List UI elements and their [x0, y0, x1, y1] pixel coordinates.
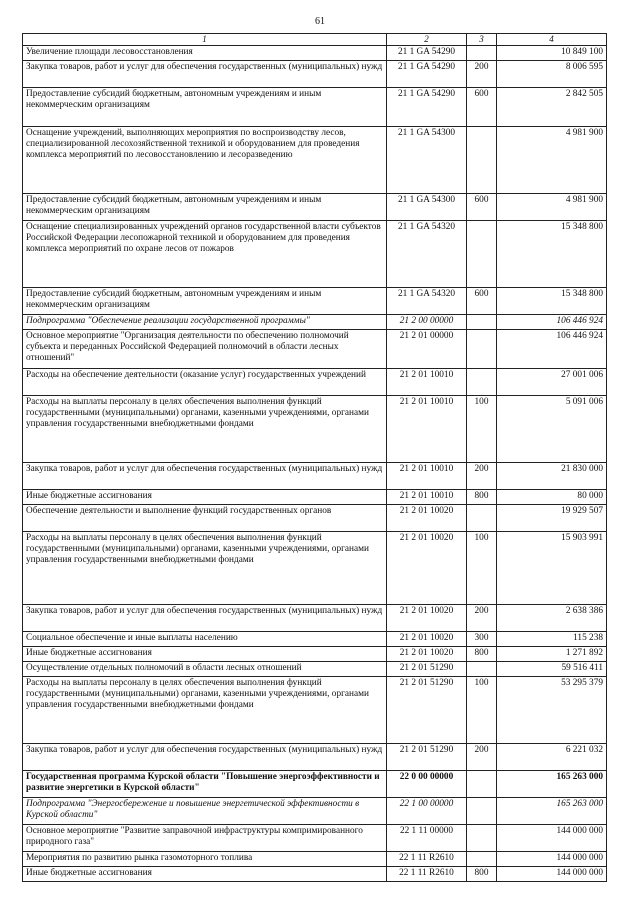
row-name: Иные бюджетные ассигнования [23, 646, 387, 661]
row-amount: 1 271 892 [497, 646, 607, 661]
row-name: Оснащение специализированных учреждений органов государственной власти субъектов Российской Федерации лесопожарной техникой и оборудованием для проведения комплекса мероприятий по охране лесов от пожаров [23, 220, 387, 287]
table-row [23, 770, 607, 797]
table-row [23, 60, 607, 87]
row-vr: 300 [467, 631, 497, 646]
row-amount: 4 981 900 [497, 126, 607, 193]
table-row [23, 287, 607, 314]
row-amount: 6 221 032 [497, 743, 607, 770]
row-vr [467, 504, 497, 531]
row-vr: 600 [467, 87, 497, 126]
row-vr [467, 797, 497, 824]
row-amount: 10 849 100 [497, 45, 607, 60]
table-row [23, 866, 607, 881]
row-code: 22 1 00 00000 [387, 797, 467, 824]
row-name: Мероприятия по развитию рынка газомоторного топлива [23, 851, 387, 866]
row-amount: 80 000 [497, 489, 607, 504]
row-code: 21 1 GA 54320 [387, 287, 467, 314]
table-row [23, 45, 607, 60]
row-name: Предоставление субсидий бюджетным, автономным учреждениям и иным некоммерческим организациям [23, 87, 387, 126]
row-code: 21 2 01 10020 [387, 631, 467, 646]
row-amount: 144 000 000 [497, 866, 607, 881]
row-amount: 15 348 800 [497, 220, 607, 287]
row-amount: 144 000 000 [497, 824, 607, 851]
row-name: Расходы на обеспечение деятельности (оказание услуг) государственных учреждений [23, 368, 387, 395]
row-name: Увеличение площади лесовосстановления [23, 45, 387, 60]
row-amount: 165 263 000 [497, 797, 607, 824]
row-vr: 600 [467, 193, 497, 220]
budget-table [22, 33, 607, 882]
row-amount: 106 446 924 [497, 329, 607, 368]
row-vr [467, 824, 497, 851]
row-code: 22 1 11 00000 [387, 824, 467, 851]
row-code: 21 1 GA 54300 [387, 193, 467, 220]
row-code: 21 2 01 00000 [387, 329, 467, 368]
row-vr: 800 [467, 489, 497, 504]
table-row [23, 193, 607, 220]
table-row [23, 462, 607, 489]
table-row [23, 368, 607, 395]
table-header-row [23, 34, 607, 46]
table-row [23, 824, 607, 851]
row-name: Закупка товаров, работ и услуг для обеспечения государственных (муниципальных) нужд [23, 60, 387, 87]
row-name: Расходы на выплаты персоналу в целях обеспечения выполнения функций государственными (муниципальными) органами, казенными учреждениями, органами управления государственными внебюджетными фондами [23, 531, 387, 604]
row-code: 21 1 GA 54320 [387, 220, 467, 287]
row-amount: 15 348 800 [497, 287, 607, 314]
row-code: 22 0 00 00000 [387, 770, 467, 797]
row-vr [467, 220, 497, 287]
row-code: 21 2 01 10020 [387, 504, 467, 531]
row-vr: 200 [467, 743, 497, 770]
row-amount: 4 981 900 [497, 193, 607, 220]
header-cell-code: 2 [387, 34, 467, 46]
table-row [23, 604, 607, 631]
table-row [23, 489, 607, 504]
row-code: 21 2 00 00000 [387, 314, 467, 329]
row-vr [467, 851, 497, 866]
row-amount: 5 091 006 [497, 395, 607, 462]
row-amount: 19 929 507 [497, 504, 607, 531]
table-row [23, 87, 607, 126]
row-code: 21 1 GA 54290 [387, 45, 467, 60]
row-name: Закупка товаров, работ и услуг для обеспечения государственных (муниципальных) нужд [23, 462, 387, 489]
row-vr: 200 [467, 462, 497, 489]
row-name: Предоставление субсидий бюджетным, автономным учреждениям и иным некоммерческим организациям [23, 193, 387, 220]
table-row [23, 631, 607, 646]
row-vr: 100 [467, 676, 497, 743]
table-row [23, 646, 607, 661]
row-vr: 200 [467, 60, 497, 87]
header-cell-amount: 4 [497, 34, 607, 46]
row-name: Подпрограмма "Энергосбережение и повышение энергетической эффективности в Курской области" [23, 797, 387, 824]
table-row [23, 531, 607, 604]
table-row [23, 314, 607, 329]
row-name: Закупка товаров, работ и услуг для обеспечения государственных (муниципальных) нужд [23, 604, 387, 631]
row-amount: 27 001 006 [497, 368, 607, 395]
row-vr: 100 [467, 531, 497, 604]
table-row [23, 743, 607, 770]
row-code: 21 2 01 51290 [387, 661, 467, 676]
row-code: 21 1 GA 54300 [387, 126, 467, 193]
row-name: Предоставление субсидий бюджетным, автономным учреждениям и иным некоммерческим организациям [23, 287, 387, 314]
row-name: Государственная программа Курской области "Повышение энергоэффективности и развитие энергетики в Курской области" [23, 770, 387, 797]
row-name: Иные бюджетные ассигнования [23, 489, 387, 504]
row-amount: 106 446 924 [497, 314, 607, 329]
row-name: Основное мероприятие "Развитие заправочной инфраструктуры компримированного природного газа" [23, 824, 387, 851]
row-vr [467, 126, 497, 193]
row-code: 21 2 01 10010 [387, 462, 467, 489]
row-code: 21 2 01 10020 [387, 646, 467, 661]
header-cell-name: 1 [23, 34, 387, 46]
row-amount: 21 830 000 [497, 462, 607, 489]
row-vr [467, 770, 497, 797]
row-name: Социальное обеспечение и иные выплаты населению [23, 631, 387, 646]
row-amount: 165 263 000 [497, 770, 607, 797]
table-row [23, 851, 607, 866]
table-row [23, 661, 607, 676]
row-amount: 59 516 411 [497, 661, 607, 676]
row-amount: 2 638 386 [497, 604, 607, 631]
row-code: 22 1 11 R2610 [387, 866, 467, 881]
table-row [23, 329, 607, 368]
row-code: 21 1 GA 54290 [387, 87, 467, 126]
row-vr [467, 45, 497, 60]
row-amount: 144 000 000 [497, 851, 607, 866]
row-code: 21 1 GA 54290 [387, 60, 467, 87]
row-vr: 600 [467, 287, 497, 314]
table-row [23, 504, 607, 531]
row-vr: 800 [467, 866, 497, 881]
header-cell-vr: 3 [467, 34, 497, 46]
row-vr [467, 314, 497, 329]
page-number: 61 [315, 16, 325, 27]
row-name: Расходы на выплаты персоналу в целях обеспечения выполнения функций государственными (муниципальными) органами, казенными учреждениями, органами управления государственными внебюджетными фондами [23, 676, 387, 743]
row-vr: 200 [467, 604, 497, 631]
row-name: Закупка товаров, работ и услуг для обеспечения государственных (муниципальных) нужд [23, 743, 387, 770]
row-name: Осуществление отдельных полномочий в области лесных отношений [23, 661, 387, 676]
row-vr [467, 661, 497, 676]
row-code: 21 2 01 10010 [387, 395, 467, 462]
row-name: Расходы на выплаты персоналу в целях обеспечения выполнения функций государственными (муниципальными) органами, казенными учреждениями, органами управления государственными внебюджетными фондами [23, 395, 387, 462]
row-vr [467, 368, 497, 395]
row-code: 21 2 01 10010 [387, 489, 467, 504]
row-name: Подпрограмма "Обеспечение реализации государственной программы" [23, 314, 387, 329]
row-vr: 100 [467, 395, 497, 462]
table-row [23, 220, 607, 287]
row-code: 21 2 01 10020 [387, 604, 467, 631]
row-amount: 115 238 [497, 631, 607, 646]
row-name: Обеспечение деятельности и выполнение функций государственных органов [23, 504, 387, 531]
table-row [23, 395, 607, 462]
row-amount: 2 842 505 [497, 87, 607, 126]
row-code: 21 2 01 10010 [387, 368, 467, 395]
row-amount: 8 006 595 [497, 60, 607, 87]
row-amount: 15 903 991 [497, 531, 607, 604]
table-row [23, 126, 607, 193]
row-name: Оснащение учреждений, выполняющих мероприятия по воспроизводству лесов, специализированной лесохозяйственной техникой и оборудованием для проведения комплекса мероприятий по лесовосстановлению и лесоразведению [23, 126, 387, 193]
row-code: 21 2 01 51290 [387, 743, 467, 770]
row-code: 21 2 01 10020 [387, 531, 467, 604]
row-vr [467, 329, 497, 368]
table-row [23, 797, 607, 824]
row-amount: 53 295 379 [497, 676, 607, 743]
row-vr: 800 [467, 646, 497, 661]
row-name: Основное мероприятие "Организация деятельности по обеспечению полномочий субъекта и переданных Российской Федерацией полномочий в области лесных отношений" [23, 329, 387, 368]
table-row [23, 676, 607, 743]
row-name: Иные бюджетные ассигнования [23, 866, 387, 881]
row-code: 22 1 11 R2610 [387, 851, 467, 866]
row-code: 21 2 01 51290 [387, 676, 467, 743]
